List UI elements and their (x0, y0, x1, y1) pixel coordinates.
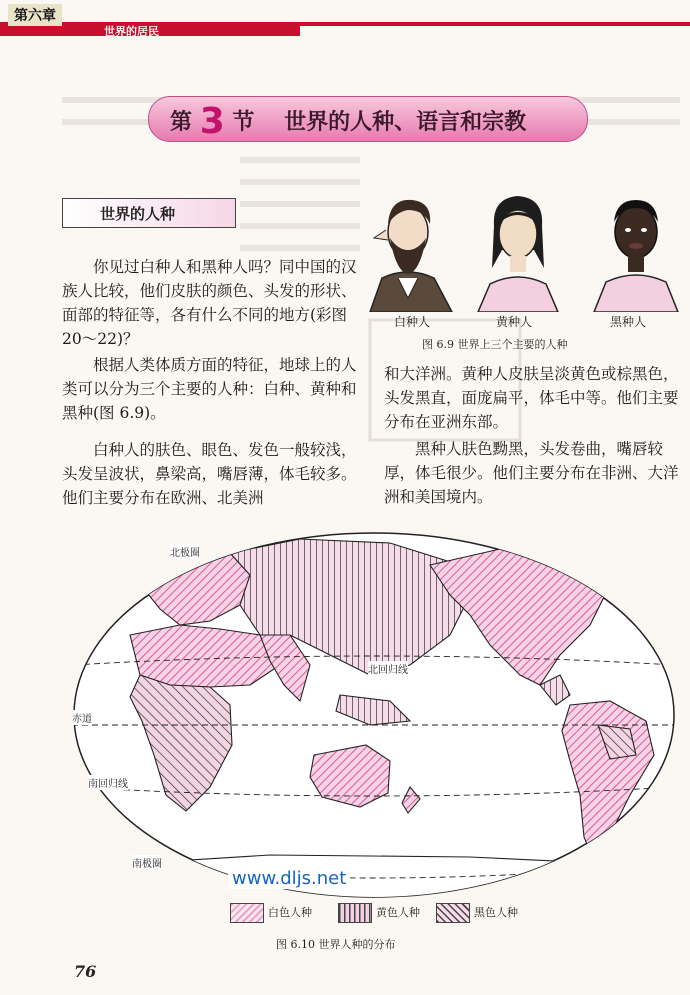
white-race-portrait (360, 186, 456, 312)
legend-swatch-white (230, 903, 264, 923)
figure-6-10-caption: 图 6.10 世界人种的分布 (276, 938, 396, 951)
section-prefix: 第 (170, 109, 193, 135)
label-white-race: 白种人 (394, 315, 431, 329)
page-number: 76 (74, 962, 97, 981)
north-africa-region (130, 625, 280, 687)
chapter-title: 世界的居民 (104, 25, 159, 38)
map-label-arctic: 北极圈 (170, 544, 200, 559)
section-title (170, 101, 526, 142)
paragraph-1: 你见过白种人和黑种人吗？同中国的汉族人比较，他们皮肤的颜色、头发的形状、面部的特征等，各有什么不同的地方(彩图 20～22)？ (62, 258, 357, 348)
paragraph-4: 和大洋洲。黄种人皮肤呈淡黄色或棕黑色，头发黑直，面庞扁平，体毛中等。他们主要分布在亚洲东部。 (384, 365, 679, 431)
paragraph-2: 根据人类体质方面的特征，地球上的人类可以分为三个主要的人种：白种、黄种和黑种(图 6.9)。 (62, 356, 357, 422)
map-label-tropic-north: 北回归线 (368, 661, 408, 676)
site-watermark: www.dljs.net (228, 868, 350, 889)
legend-swatch-yellow (338, 903, 372, 923)
legend-label-black: 黑色人种 (474, 906, 518, 919)
legend-label-white: 白色人种 (268, 906, 312, 919)
greenland-region (550, 535, 630, 569)
label-black-race: 黑种人 (610, 315, 647, 329)
legend-white-race (230, 903, 312, 923)
legend-black-race (436, 903, 518, 923)
label-yellow-race: 黄种人 (496, 315, 533, 329)
figure-6-9-caption: 图 6.9 世界上三个主要的人种 (422, 338, 568, 351)
legend-label-yellow: 黄色人种 (376, 906, 420, 919)
black-race-portrait (588, 186, 684, 312)
header-red-rule (96, 22, 690, 26)
section-title-text: 世界的人种、语言和宗教 (284, 109, 527, 135)
paragraph-3: 白种人的肤色、眼色、发色一般较浅，头发呈波状，鼻梁高，嘴唇薄，体毛较多。他们主要分布在欧洲、北美洲 (62, 441, 357, 507)
legend-yellow-race (338, 903, 420, 923)
chapter-label: 第六章 (8, 4, 62, 26)
legend-swatch-black (436, 903, 470, 923)
paragraph-5: 黑种人肤色黝黑，头发卷曲，嘴唇较厚，体毛很少。他们主要分布在非洲、大洋洲和美国境内。 (384, 440, 679, 506)
map-label-antarctic: 南极圈 (132, 855, 162, 870)
world-race-map (70, 525, 678, 900)
yellow-race-portrait (470, 186, 566, 312)
section-number: 3 (199, 101, 225, 142)
subsection-title: 世界的人种 (100, 205, 176, 223)
section-suffix: 节 (232, 109, 255, 135)
map-label-tropic-south: 南回归线 (88, 775, 128, 790)
map-label-equator: 赤道 (72, 710, 92, 725)
